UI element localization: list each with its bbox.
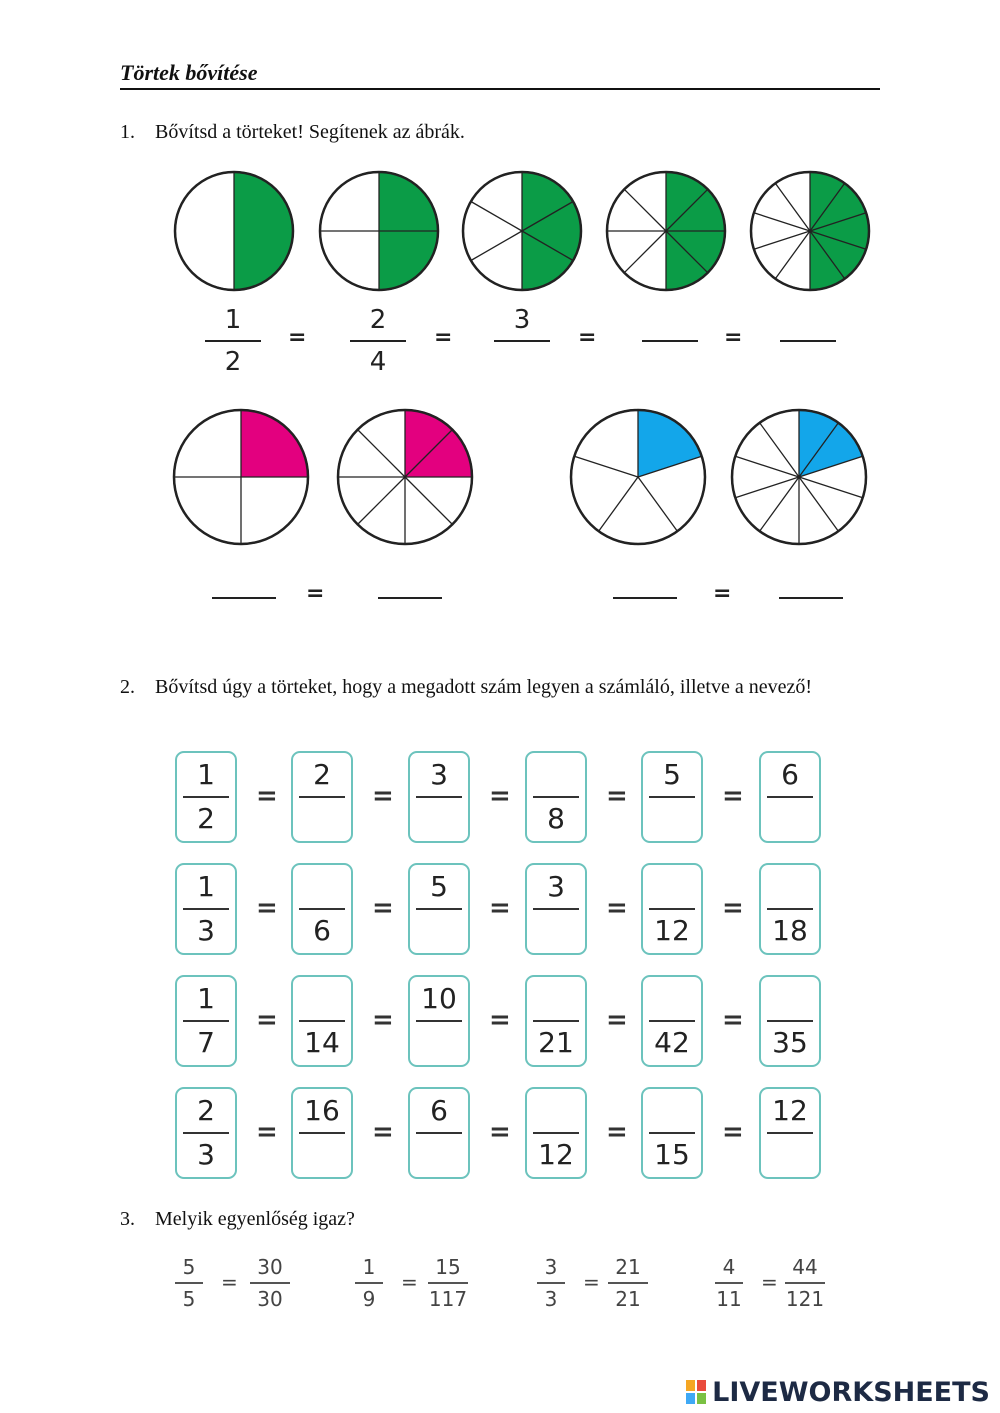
q1-frac-2-den: 4 (369, 347, 387, 377)
denominator: 121 (785, 1287, 825, 1311)
question-2-text: Bővítsd úgy a törteket, hogy a megadott szám legyen a számláló, illetve a nevező! (155, 676, 813, 698)
logo-square-4 (697, 1393, 706, 1404)
fraction-box[interactable] (759, 751, 821, 843)
fraction-bar (785, 1282, 825, 1284)
fraction-bar (767, 1020, 813, 1022)
numerator: 1 (362, 1255, 376, 1279)
fraction-bar (416, 1132, 462, 1134)
equals-sign: = (372, 893, 394, 923)
numerator: 44 (792, 1255, 818, 1279)
fraction-circle (175, 172, 293, 290)
equals-sign: = (434, 325, 453, 350)
denominator: 117 (428, 1287, 468, 1311)
question-3-number: 3. (120, 1208, 135, 1230)
fraction-box[interactable] (408, 863, 470, 955)
fraction-box[interactable] (291, 975, 353, 1067)
denominator: 6 (313, 914, 331, 947)
numerator: 16 (304, 1094, 340, 1127)
fraction-box[interactable] (641, 975, 703, 1067)
q1-frac-3-num: 3 (513, 305, 531, 335)
right-fraction (785, 1254, 825, 1312)
equals-sign: = (256, 1005, 278, 1035)
equals-sign: = (713, 581, 732, 606)
q1-frac-1-bar (205, 340, 261, 342)
q1-pink-blank-2[interactable] (378, 597, 442, 599)
fraction-bar (533, 908, 579, 910)
fraction-box (175, 975, 237, 1067)
equals-sign: = (724, 325, 743, 350)
numerator: 2 (197, 1094, 215, 1127)
fraction-box[interactable] (759, 863, 821, 955)
circle-row-green (175, 172, 869, 290)
equals-sign: = (583, 1270, 600, 1294)
fraction-bar (299, 1132, 345, 1134)
fraction-bar (416, 796, 462, 798)
numerator: 3 (430, 758, 448, 791)
denominator: 3 (544, 1287, 558, 1311)
q1-blue-blank-2[interactable] (779, 597, 843, 599)
denominator: 12 (654, 914, 690, 947)
equals-sign: = (761, 1270, 778, 1294)
fraction-bar (299, 908, 345, 910)
fraction-bar (649, 908, 695, 910)
fraction-circle (751, 172, 869, 290)
equals-sign: = (489, 1117, 511, 1147)
left-fraction (355, 1254, 383, 1312)
q1-frac-3-bar[interactable] (494, 340, 550, 342)
numerator: 2 (313, 758, 331, 791)
equals-sign: = (401, 1270, 418, 1294)
question-1-number: 1. (120, 121, 135, 143)
fraction-box[interactable] (291, 1087, 353, 1179)
fraction-bar (299, 1020, 345, 1022)
fraction-bar (649, 1020, 695, 1022)
left-fraction (175, 1254, 203, 1312)
denominator: 3 (197, 1138, 215, 1171)
numerator: 5 (182, 1255, 196, 1279)
fraction-bar (175, 1282, 203, 1284)
fraction-box (175, 751, 237, 843)
equals-sign: = (372, 1117, 394, 1147)
fraction-bar (183, 1020, 229, 1022)
denominator: 21 (615, 1287, 641, 1311)
denominator: 14 (304, 1026, 340, 1059)
fraction-circle (571, 410, 705, 544)
equals-sign: = (722, 1005, 744, 1035)
denominator: 9 (362, 1287, 376, 1311)
numerator: 6 (781, 758, 799, 791)
fraction-box[interactable] (525, 975, 587, 1067)
numerator: 15 (435, 1255, 461, 1279)
numerator: 4 (722, 1255, 736, 1279)
numerator: 6 (430, 1094, 448, 1127)
fraction-box[interactable] (641, 863, 703, 955)
q1-frac-5-blank[interactable] (780, 340, 836, 342)
left-fraction (537, 1254, 565, 1312)
equals-sign: = (372, 1005, 394, 1035)
fraction-box[interactable] (291, 863, 353, 955)
fraction-bar (183, 908, 229, 910)
fraction-box[interactable] (759, 975, 821, 1067)
right-fraction (250, 1254, 290, 1312)
equals-sign: = (722, 1117, 744, 1147)
fraction-circle (320, 172, 438, 290)
fraction-box[interactable] (641, 751, 703, 843)
question-1-text: Bővítsd a törteket! Segítenek az ábrák. (155, 121, 465, 143)
fraction-bar (416, 1020, 462, 1022)
q1-frac-1-num: 1 (224, 305, 242, 335)
numerator: 1 (197, 870, 215, 903)
denominator: 15 (654, 1138, 690, 1171)
fraction-bar (533, 1132, 579, 1134)
equals-sign: = (306, 581, 325, 606)
page-title: Törtek bővítése (120, 60, 880, 90)
fraction-bar (533, 796, 579, 798)
fraction-bar (649, 1132, 695, 1134)
fraction-circle (338, 410, 472, 544)
left-fraction (715, 1254, 743, 1312)
q1-frac-2-bar (350, 340, 406, 342)
equals-sign: = (606, 1117, 628, 1147)
fraction-bar (533, 1020, 579, 1022)
fraction-box[interactable] (408, 1087, 470, 1179)
fraction-circle (607, 172, 725, 290)
numerator: 1 (197, 982, 215, 1015)
equals-sign: = (288, 325, 307, 350)
denominator: 42 (654, 1026, 690, 1059)
equals-sign: = (221, 1270, 238, 1294)
circle-row-pink-blue (174, 410, 866, 544)
numerator: 30 (257, 1255, 283, 1279)
fraction-circle (732, 410, 866, 544)
denominator: 3 (197, 914, 215, 947)
fraction-bar (767, 796, 813, 798)
logo-text: LIVEWORKSHEETS (712, 1377, 990, 1408)
fraction-bar (183, 1132, 229, 1134)
logo-square-1 (686, 1380, 695, 1391)
fraction-bar (428, 1282, 468, 1284)
fraction-box[interactable] (408, 975, 470, 1067)
q1-pink-blank-1[interactable] (212, 597, 276, 599)
fraction-bar (608, 1282, 648, 1284)
q1-frac-2-num: 2 (369, 305, 387, 335)
denominator: 21 (538, 1026, 574, 1059)
denominator: 35 (772, 1026, 808, 1059)
fraction-bar (649, 796, 695, 798)
fraction-bar (416, 908, 462, 910)
fraction-circle (463, 172, 581, 290)
equals-sign: = (489, 893, 511, 923)
liveworksheets-icon (686, 1380, 708, 1406)
fraction-circle (174, 410, 308, 544)
equals-sign: = (606, 893, 628, 923)
equals-sign: = (256, 1117, 278, 1147)
q1-blue-blank-1[interactable] (613, 597, 677, 599)
equals-sign: = (256, 781, 278, 811)
numerator: 21 (615, 1255, 641, 1279)
denominator: 7 (197, 1026, 215, 1059)
fraction-box[interactable] (291, 751, 353, 843)
fraction-bar (715, 1282, 743, 1284)
numerator: 10 (421, 982, 457, 1015)
denominator: 2 (197, 802, 215, 835)
fraction-bar (767, 908, 813, 910)
denominator: 5 (182, 1287, 196, 1311)
equals-sign: = (606, 781, 628, 811)
question-2-number: 2. (120, 676, 135, 698)
fraction-bar (299, 796, 345, 798)
numerator: 3 (547, 870, 565, 903)
q1-frac-1-den: 2 (224, 347, 242, 377)
fraction-box[interactable] (525, 1087, 587, 1179)
equals-sign: = (578, 325, 597, 350)
fraction-box[interactable] (408, 751, 470, 843)
numerator: 5 (663, 758, 681, 791)
equals-sign: = (722, 893, 744, 923)
question-3-text: Melyik egyenlőség igaz? (155, 1208, 355, 1230)
numerator: 1 (197, 758, 215, 791)
fraction-bar (537, 1282, 565, 1284)
fraction-box (175, 1087, 237, 1179)
denominator: 8 (547, 802, 565, 835)
equals-sign: = (372, 781, 394, 811)
fraction-bar (250, 1282, 290, 1284)
liveworksheets-logo (686, 1376, 990, 1408)
fraction-bar (355, 1282, 383, 1284)
numerator: 12 (772, 1094, 808, 1127)
fraction-box[interactable] (759, 1087, 821, 1179)
denominator: 11 (716, 1287, 742, 1311)
fraction-box[interactable] (641, 1087, 703, 1179)
numerator: 5 (430, 870, 448, 903)
equals-sign: = (489, 1005, 511, 1035)
fraction-box (175, 863, 237, 955)
logo-square-3 (686, 1393, 695, 1404)
denominator: 18 (772, 914, 808, 947)
equals-sign: = (722, 781, 744, 811)
right-fraction (608, 1254, 648, 1312)
fraction-bar (183, 796, 229, 798)
fraction-bar (767, 1132, 813, 1134)
shaded-sector (234, 172, 293, 290)
denominator: 30 (257, 1287, 283, 1311)
equals-sign: = (256, 893, 278, 923)
logo-square-2 (697, 1380, 706, 1391)
fraction-box[interactable] (525, 863, 587, 955)
equals-sign: = (489, 781, 511, 811)
equals-sign: = (606, 1005, 628, 1035)
q1-frac-4-blank[interactable] (642, 340, 698, 342)
numerator: 3 (544, 1255, 558, 1279)
denominator: 12 (538, 1138, 574, 1171)
fraction-box[interactable] (525, 751, 587, 843)
right-fraction (428, 1254, 468, 1312)
